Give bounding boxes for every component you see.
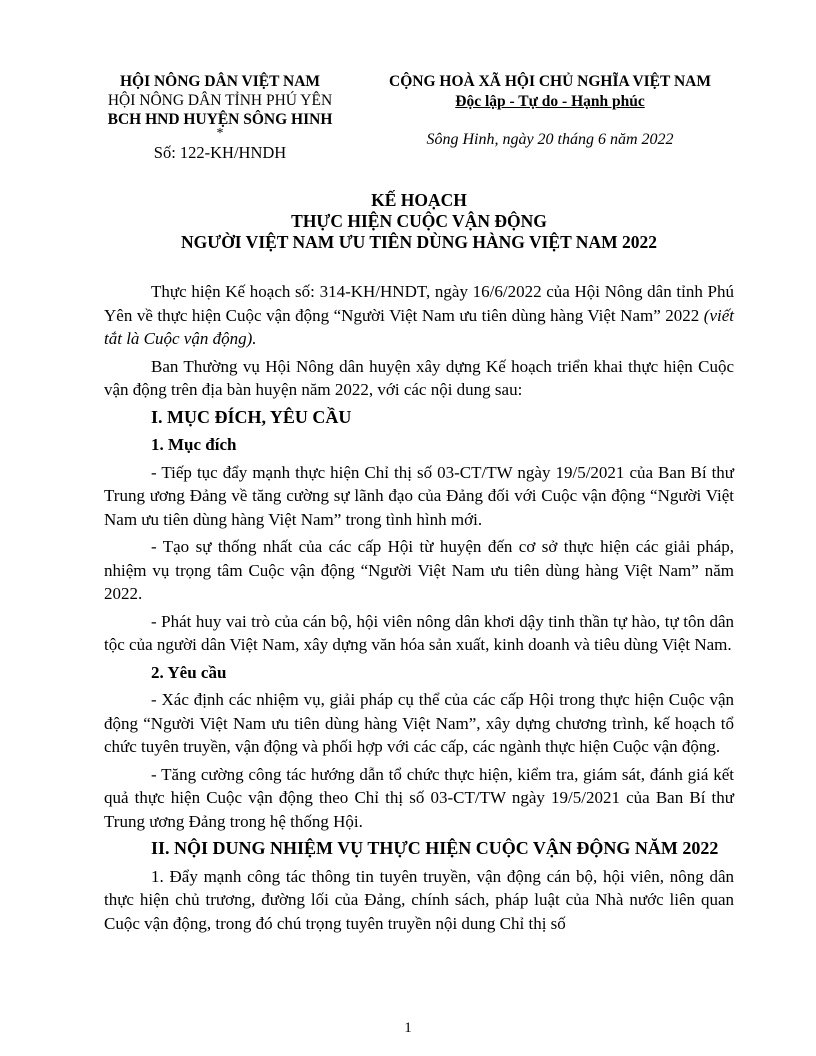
paragraph-purpose-2: - Tạo sự thống nhất của các cấp Hội từ huyện đến cơ sở thực hiện các giải pháp, nhiệm vụ trọng tâm Cuộc vận động “Người Việt Nam ưu tiên dùng hàng Việt Nam” năm 2022. xyxy=(104,537,734,603)
section-heading-2: II. NỘI DUNG NHIỆM VỤ THỰC HIỆN CUỘC VẬN ĐỘNG NĂM 2022 xyxy=(151,838,719,858)
org-line-3: BCH HND HUYỆN SÔNG HINH xyxy=(107,111,333,128)
section-heading-1: I. MỤC ĐÍCH, YÊU CẦU xyxy=(151,406,352,427)
paragraph-requirement-1: - Xác định các nhiệm vụ, giải pháp cụ thể của các cấp Hội trong thực hiện Cuộc vận động “Người Việt Nam ưu tiên dùng hàng Việt Nam”, xây dựng chương trình, kế hoạch tổ chức tuyên truyền, vận động và phối hợp với các cấp, các ngành thực hiện Cuộc vận động. xyxy=(104,690,734,756)
subheading-purpose: 1. Mục đích xyxy=(151,435,237,454)
page-number: 1 xyxy=(404,1020,412,1036)
document-title xyxy=(104,190,734,253)
paragraph-requirement-2: - Tăng cường công tác hướng dẫn tổ chức thực hiện, kiểm tra, giám sát, đánh giá kết quả thực hiện Cuộc vận động theo Chỉ thị số 03-CT/TW ngày 19/5/2021 của Ban Bí thư Trung ương Đảng trong hệ thống Hội. xyxy=(104,764,734,831)
title-line-1: KẾ HOẠCH xyxy=(371,190,467,210)
intro-1-italic-note: (viết tắt là Cuộc vận động). xyxy=(104,305,734,348)
paragraph-task-1: 1. Đẩy mạnh công tác thông tin tuyên truyền, vận động cán bộ, hội viên, nông dân thực hiện chủ trương, đường lối của Đảng, chính sách, pháp luật của Nhà nước liên quan Cuộc vận động, trong đó chú trọng tuyên truyền nội dung Chỉ thị số xyxy=(104,866,734,933)
national-motto: Độc lập - Tự do - Hạnh phúc xyxy=(455,93,645,110)
org-line-1: HỘI NÔNG DÂN VIỆT NAM xyxy=(119,73,321,90)
issuing-organization-block xyxy=(104,72,336,162)
intro-paragraph-2: Ban Thường vụ Hội Nông dân huyện xây dựng Kế hoạch triển khai thực hiện Cuộc vận động trên địa bàn huyện năm 2022, với các nội dung sau: xyxy=(104,356,734,399)
national-header-block xyxy=(380,72,720,150)
paragraph-purpose-3: - Phát huy vai trò của cán bộ, hội viên nông dân khơi dậy tinh thần tự hào, tự tôn dân tộc của người dân Việt Nam, xây dựng văn hóa sản xuất, kinh doanh và tiêu dùng Việt Nam. xyxy=(104,611,734,654)
title-line-2: THỰC HIỆN CUỘC VẬN ĐỘNG xyxy=(291,211,547,231)
subheading-requirements: 2. Yêu cầu xyxy=(151,662,227,682)
paragraph-purpose-1: - Tiếp tục đẩy mạnh thực hiện Chỉ thị số 03-CT/TW ngày 19/5/2021 của Ban Bí thư Trung ương Đảng về tăng cường sự lãnh đạo của Đảng đối với Cuộc vận động “Người Việt Nam ưu tiên dùng hàng Việt Nam” trong tình hình mới. xyxy=(104,462,734,529)
star-separator: * xyxy=(216,126,224,141)
place-and-date: Sông Hinh, ngày 20 tháng 6 năm 2022 xyxy=(426,131,674,148)
intro-1-text: Thực hiện Kế hoạch số: 314-KH/HNDT, ngày 16/6/2022 của Hội Nông dân tỉnh Phú Yên về thực hiện Cuộc vận động “Người Việt Nam ưu tiên dùng hàng Việt Nam” 2022 xyxy=(104,282,734,325)
title-line-3: NGƯỜI VIỆT NAM ƯU TIÊN DÙNG HÀNG VIỆT NAM 2022 xyxy=(181,232,657,252)
nation-name: CỘNG HOÀ XÃ HỘI CHỦ NGHĨA VIỆT NAM xyxy=(389,73,711,90)
document-number: Số: 122-KH/HNDH xyxy=(153,143,287,162)
org-line-2: HỘI NÔNG DÂN TỈNH PHÚ YÊN xyxy=(107,92,333,109)
intro-paragraph-1 xyxy=(104,280,734,351)
document-body xyxy=(104,280,734,939)
